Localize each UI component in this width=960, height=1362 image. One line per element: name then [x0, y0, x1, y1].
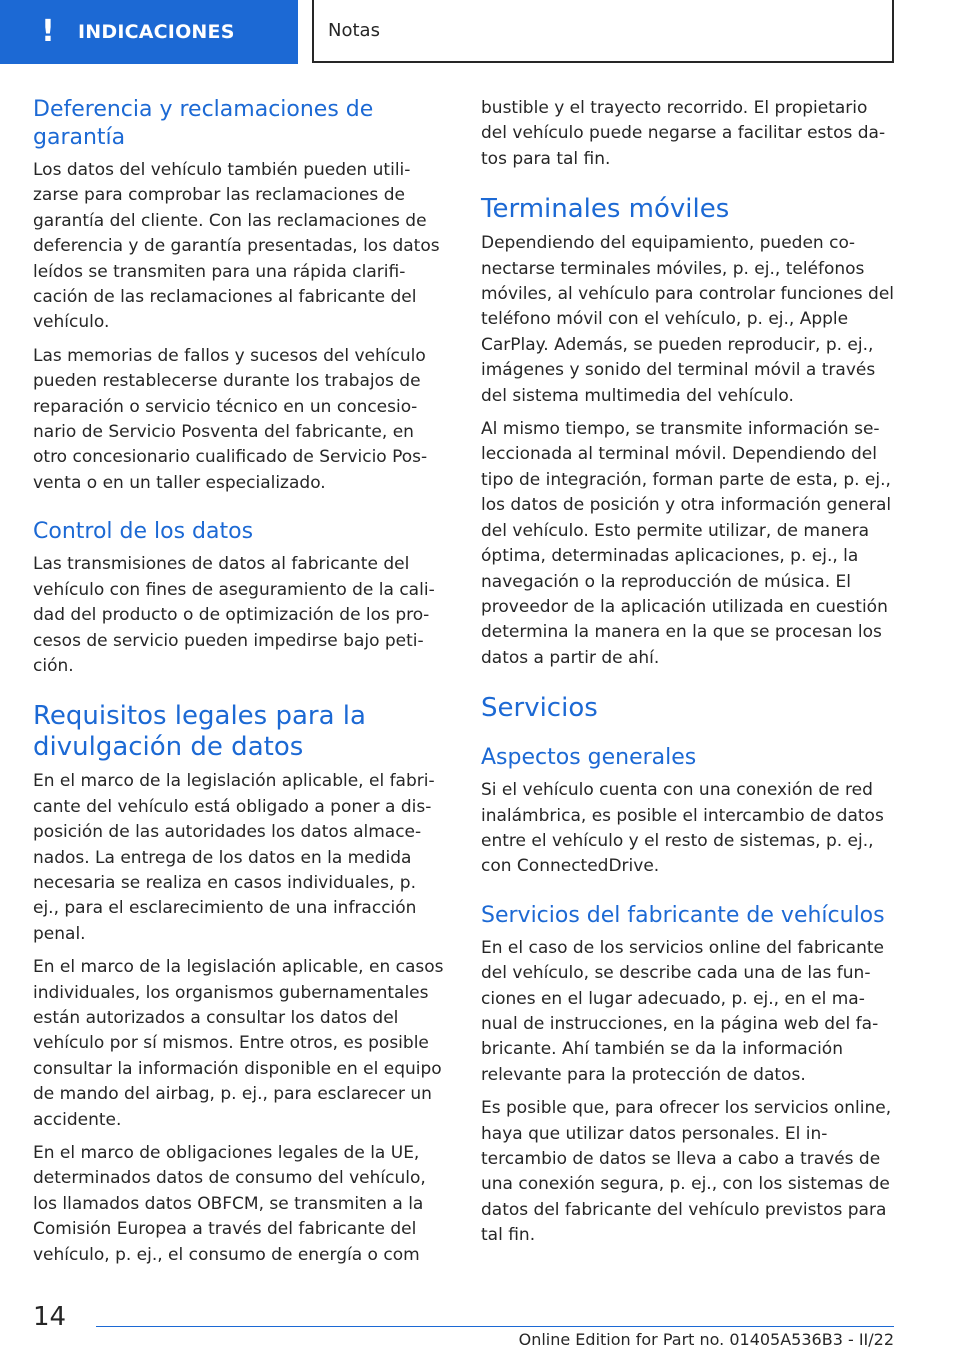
paragraph: Al mismo tiempo, se transmite información seleccionada al terminal móvil. Dependiendo del tipo de integración, forman parte de esta, p. ej., los datos de posición y otra información general del vehículo. Esto permite utilizar, de manera óptima, determinadas aplicaciones, p. ej., la navegación o la reproducción de música. El proveedor de la aplicación utilizada en cuestión determina la manera en la que se procesan los datos a partir de ahí. [481, 419, 892, 668]
paragraph: En el marco de la legislación aplicable, el fabricante del vehículo está obligado a poner a disposición de las autoridades los datos almacenados. La entrega de los datos en la medida necesaria se realiza en casos individuales, p. ej., para el esclarecimiento de una infracción penal. [33, 771, 435, 944]
paragraph: Si el vehículo cuenta con una conexión de red inalámbrica, es posible el intercambio de datos entre el vehículo y el resto de sistemas, p. ej., con ConnectedDrive. [481, 780, 884, 877]
heading-terminales-moviles: Terminales móviles [481, 194, 730, 225]
heading-servicios: Servicios [481, 693, 598, 724]
paragraph: Es posible que, para ofrecer los servicios online, haya que utilizar datos personales. El intercambio de datos se lleva a cabo a través de una conexión segura, p. ej., con los sistemas de datos del fabricante del vehículo previstos para tal fin. [481, 1098, 892, 1246]
heading-servicios-fabricante: Servicios del fabricante de vehículos [481, 902, 885, 928]
section-label: INDICACIONES [78, 21, 235, 43]
chapter-tab [312, 0, 894, 63]
paragraph: En el marco de obligaciones legales de la UE, determinados datos de consumo del vehículo, los llamados datos OBFCM, se transmiten a la Comisión Europea a través del fabricante del vehículo, p. ej., el consumo de energía o com [33, 1143, 426, 1265]
page-number: 14 [33, 1302, 67, 1332]
paragraph: En el marco de la legislación aplicable, en casos individuales, los organismos gubernamentales están autorizados a consultar los datos del vehículo por sí mismos. Entre otros, es posible consultar la información disponible en el equipo de mando del airbag, p. ej., para esclarecer un accidente. [33, 957, 444, 1130]
exclamation-icon: ! [41, 14, 55, 49]
paragraph: Las transmisiones de datos al fabricante del vehículo con fines de aseguramiento de la calidad del producto o de optimización de los procesos de servicio pueden impedirse bajo petición. [33, 554, 435, 676]
paragraph: bustible y el trayecto recorrido. El propietario del vehículo puede negarse a facilitar estos datos para tal fin. [481, 98, 886, 169]
right-column [481, 96, 895, 1257]
heading-deferencia: Deferencia y reclamaciones de garantía [33, 97, 374, 150]
section-header [0, 0, 298, 64]
heading-aspectos-generales: Aspectos generales [481, 745, 697, 771]
chapter-label: Notas [328, 20, 380, 41]
heading-requisitos-legales: Requisitos legales para la divulgación de datos [33, 701, 366, 763]
footer-divider [96, 1326, 894, 1327]
paragraph: Las memorias de fallos y sucesos del vehículo pueden restablecerse durante los trabajos de reparación o servicio técnico en un concesionario de Servicio Posventa del fabricante, en otro concesionario cualificado de Servicio Posventa o en un taller especializado. [33, 345, 428, 493]
left-column [33, 96, 447, 1276]
paragraph: En el caso de los servicios online del fabricante del vehículo, se describe cada una de las funciones en el lugar adecuado, p. ej., en el manual de instrucciones, en la página web del fabricante. Ahí también se da la información relevante para la protección de datos. [481, 937, 884, 1085]
paragraph: Dependiendo del equipamiento, pueden conectarse terminales móviles, p. ej., teléfonos móviles, al vehículo para controlar funciones del teléfono móvil con el vehículo, p. ej., Apple CarPlay. Además, se pueden reproducir, p. ej., imágenes y sonido del terminal móvil a través del sistema multimedia del vehículo. [481, 233, 895, 406]
edition-footer: Online Edition for Part no. 01405A536B3 - II/22 [518, 1330, 894, 1349]
paragraph: Los datos del vehículo también pueden utilizarse para comprobar las reclamaciones de garantía del cliente. Con las reclamaciones de deferencia y de garantía presentadas, los datos leídos se transmiten para una rápida clarificación de las reclamaciones al fabricante del vehículo. [33, 160, 440, 333]
heading-control-datos: Control de los datos [33, 519, 254, 545]
